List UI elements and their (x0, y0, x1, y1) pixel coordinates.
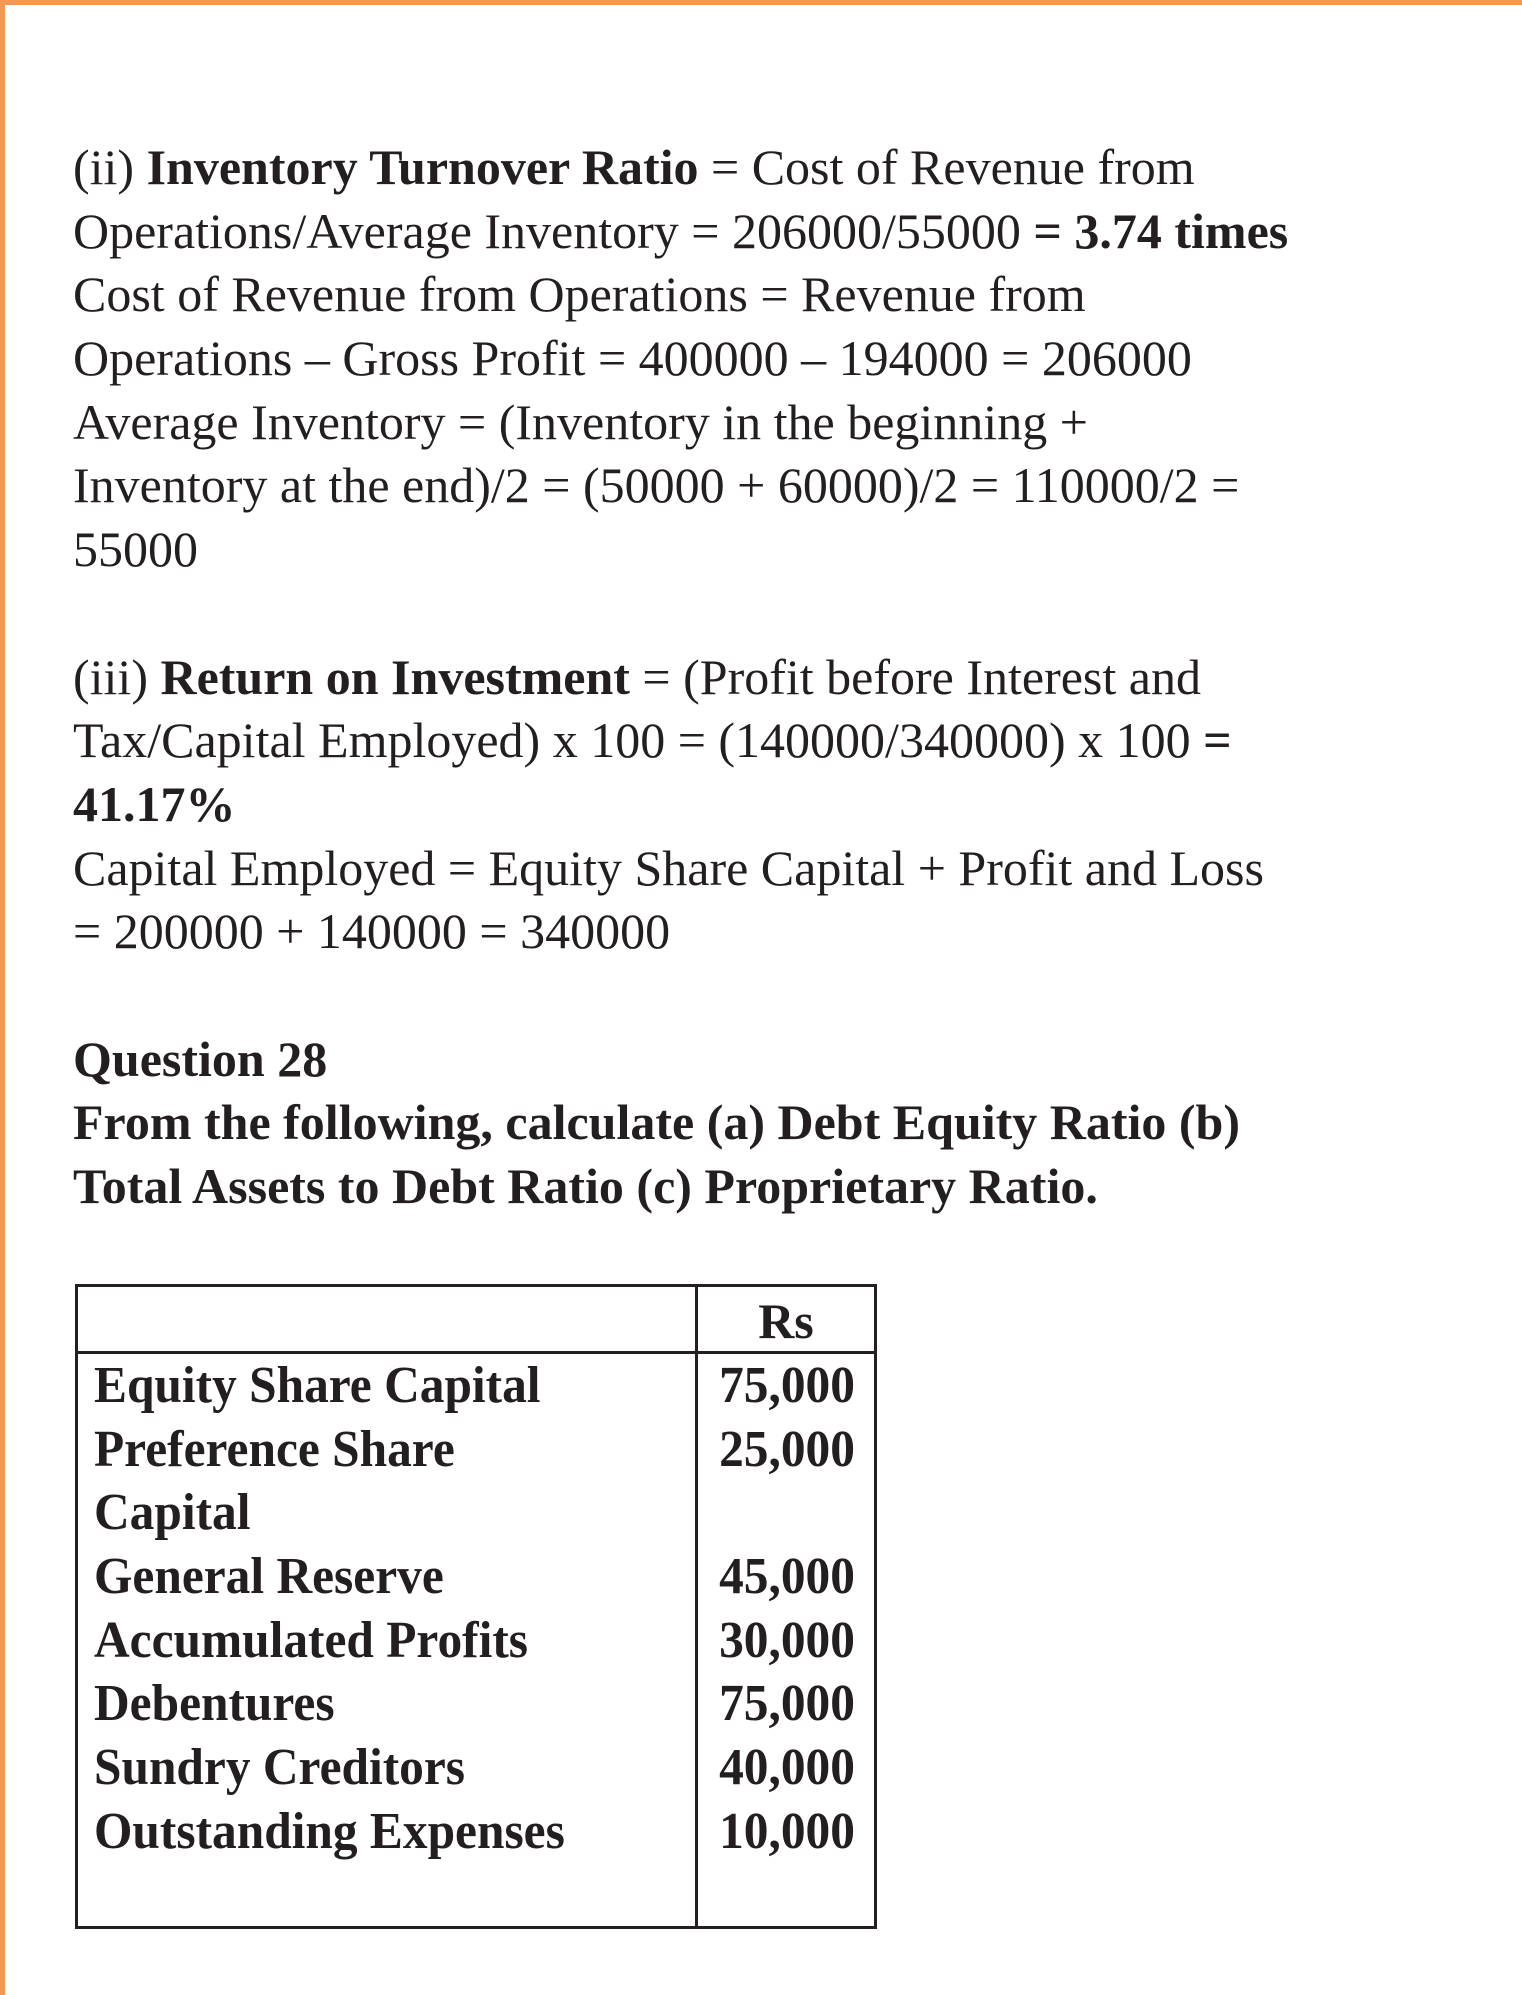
text: Tax/Capital Employed) x 100 = (140000/340000) x 100 (73, 712, 1204, 769)
text: = (Profit before Interest and (629, 648, 1201, 705)
text-line (73, 454, 1493, 518)
row-label: Capital (94, 1484, 251, 1542)
text-line (73, 327, 1493, 391)
table-row (78, 1736, 874, 1800)
text-line (73, 136, 1493, 200)
text: Cost of Revenue from Operations = Revenue from (73, 266, 1086, 323)
bold-text: 41.17% (73, 775, 236, 832)
table-row (78, 1354, 874, 1418)
row-label: Accumulated Profits (94, 1611, 529, 1669)
table-rows (78, 1354, 874, 1864)
table-row (78, 1545, 874, 1609)
text: = Cost of Revenue from (698, 139, 1195, 195)
row-label: Preference Share (94, 1420, 455, 1478)
row-amount: 45,000 (719, 1548, 855, 1606)
text: Inventory at the end)/2 = (50000 + 60000)/2 = 110000/2 = (73, 457, 1240, 514)
text-line (73, 1155, 1493, 1219)
row-amount: 10,000 (719, 1802, 855, 1860)
row-amount: 30,000 (719, 1611, 855, 1669)
row-amount: 75,000 (719, 1357, 855, 1414)
text: (ii) (73, 139, 147, 195)
text: Average Inventory = (Inventory in the beginning + (73, 393, 1088, 450)
bold-text: Question 28 (73, 1030, 328, 1087)
row-amount: 25,000 (719, 1420, 855, 1478)
text-line (73, 518, 1493, 582)
bold-text: = (1203, 712, 1232, 769)
bold-text: = 3.74 times (1033, 202, 1289, 259)
table-row (78, 1672, 874, 1736)
row-amount: 75,000 (719, 1675, 855, 1733)
text-line (73, 709, 1493, 773)
table-row (78, 1418, 874, 1482)
table-row (78, 1800, 874, 1864)
text: Operations/Average Inventory = 206000/55000 (73, 202, 1034, 259)
text-line (73, 263, 1493, 327)
text: = 200000 + 140000 = 340000 (73, 903, 671, 960)
text-line (73, 391, 1493, 455)
text-line (73, 900, 1493, 964)
row-label: Sundry Creditors (94, 1739, 466, 1797)
row-label: Debentures (94, 1675, 335, 1733)
bold-text: Inventory Turnover Ratio (146, 139, 699, 195)
table-row (78, 1609, 874, 1673)
text: (iii) (73, 648, 161, 705)
text: 55000 (73, 521, 198, 578)
text-line (73, 200, 1493, 264)
text-line (73, 773, 1493, 837)
row-label: Equity Share Capital (94, 1357, 541, 1414)
blank-line (73, 582, 1493, 646)
text-line (73, 1028, 1493, 1092)
row-label: Outstanding Expenses (94, 1802, 565, 1860)
text-line (73, 1091, 1493, 1155)
bold-text: From the following, calculate (a) Debt Equity Ratio (b) (73, 1094, 1241, 1151)
text: Operations – Gross Profit = 400000 – 194000 = 206000 (73, 330, 1192, 387)
column-header-rs: Rs (758, 1293, 814, 1349)
bold-text: Total Assets to Debt Ratio (c) Proprietary Ratio. (73, 1158, 1098, 1214)
text-line (73, 837, 1493, 901)
blank-line (73, 964, 1493, 1028)
text-line (73, 646, 1493, 710)
row-amount: 40,000 (719, 1739, 855, 1797)
text: Capital Employed = Equity Share Capital + Profit and Loss (73, 839, 1264, 896)
table-row (78, 1481, 874, 1545)
data-table (75, 1284, 877, 1929)
document-body (73, 136, 1493, 1219)
bold-text: Return on Investment (160, 648, 630, 705)
row-label: General Reserve (94, 1548, 444, 1606)
